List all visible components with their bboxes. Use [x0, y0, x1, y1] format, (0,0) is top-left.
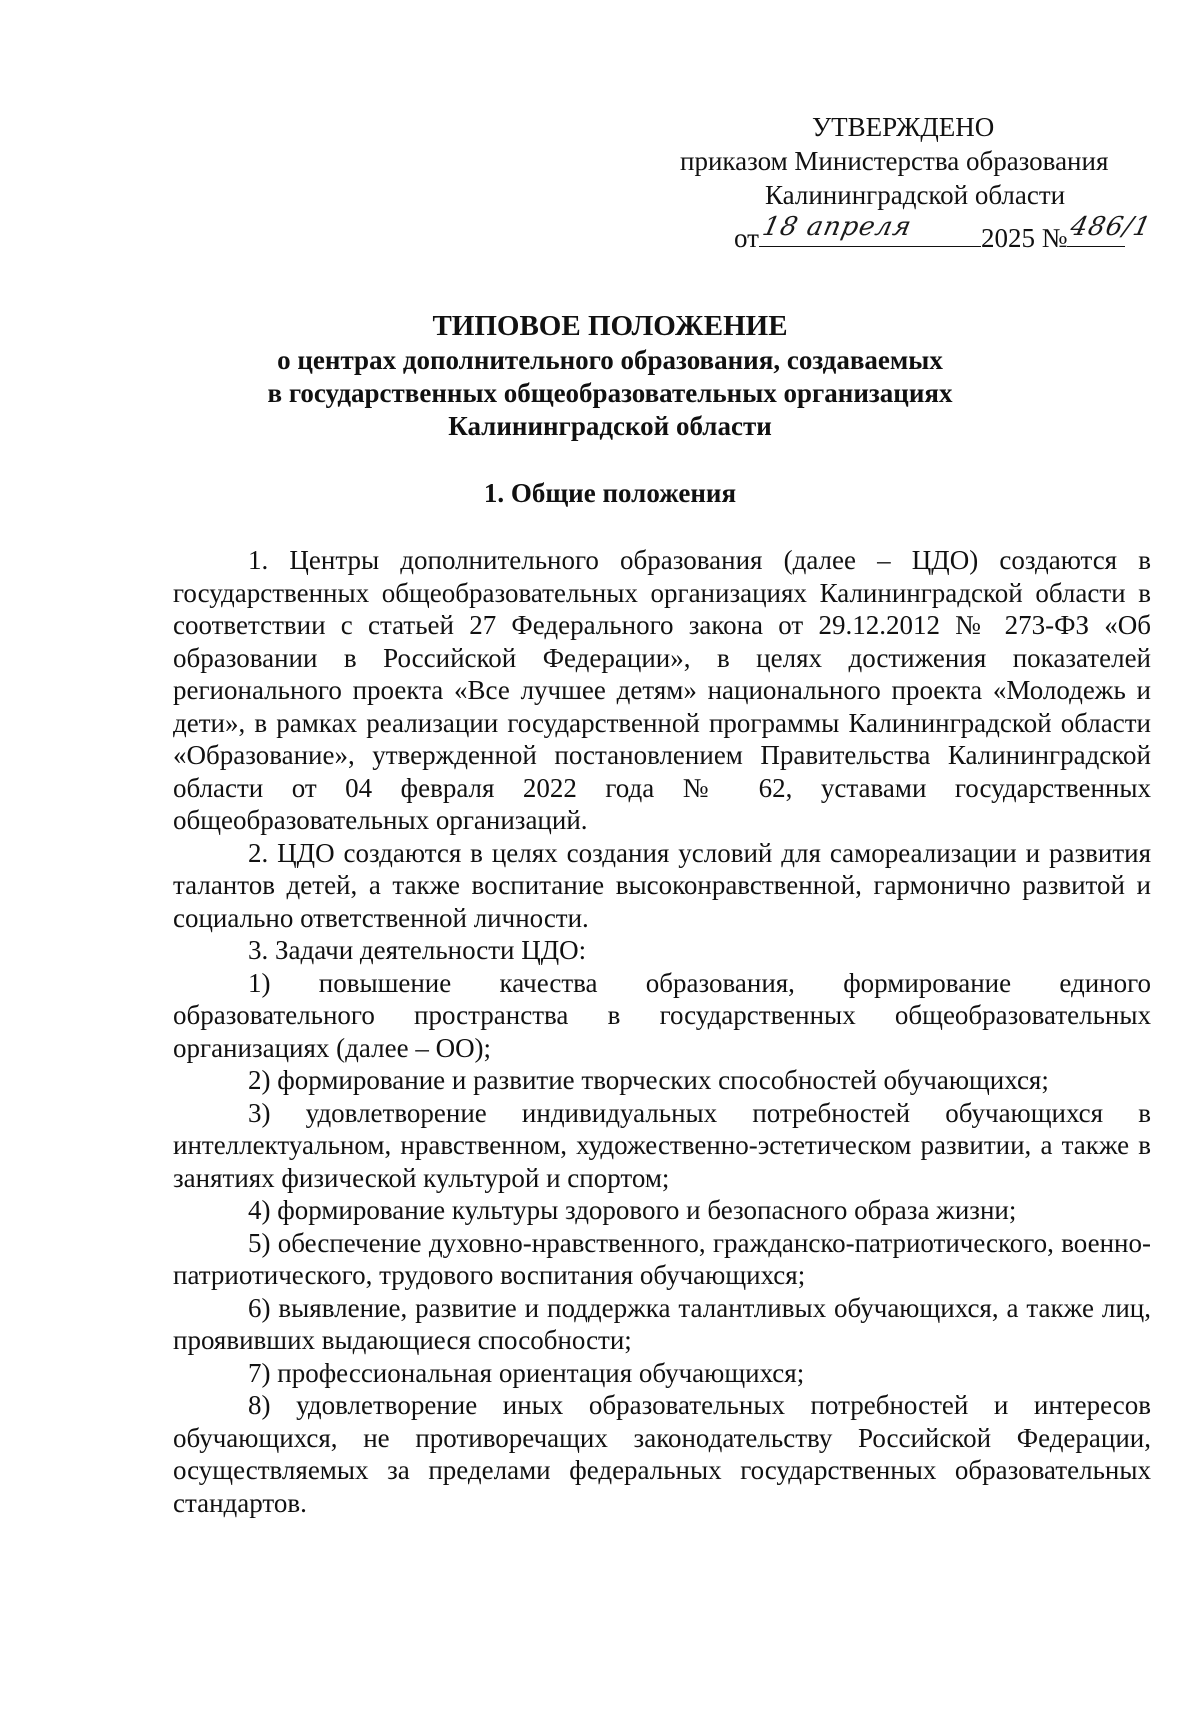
paragraph: 2. ЦДО создаются в целях создания условий для самореализации и развития талантов детей, а также воспитание высоконравственной, гармонично развитой и социально ответственной личности. [173, 837, 1151, 933]
approval-stamp: УТВЕРЖДЕНО [812, 112, 995, 142]
paragraph: 1. Центры дополнительного образования (далее – ЦДО) создаются в государственных общеобразовательных организациях Калининградской области в соответствии с статьей 27 Федерального закона от 29.12.2012 № 273-ФЗ «Об образовании в Российской Федерации», в целях достижения показателей регионального проекта «Все лучшее детям» национального проекта «Молодежь и дети», в рамках реализации государственной программы Калининградской области «Образование», утвержденной постановлением Правительства Калининградской области от 04 февраля 2022 года № 62, уставами государственных общеобразовательных организаций. [173, 545, 1151, 835]
paragraph: 3. Задачи деятельности ЦДО: [248, 935, 587, 965]
list-item: 1) повышение качества образования, формирование единого образовательного пространства в государственных общеобразовательных организациях (далее – ОО); [173, 967, 1151, 1063]
list-item: 3) удовлетворение индивидуальных потребностей обучающихся в интеллектуальном, нравственном, художественно-эстетическом развитии, а также в занятиях физической культурой и спортом; [173, 1097, 1151, 1193]
title-sub-3: Калининградской области [448, 411, 772, 441]
handwritten-number: 486/1 [1068, 212, 1155, 242]
number-blank [1067, 212, 1155, 247]
date-blank [759, 212, 981, 247]
approval-by-line: приказом Министерства образования [680, 146, 1109, 176]
year-label: 2025 № [980, 223, 1068, 253]
approval-region-line: Калининградской области [765, 180, 1066, 210]
approval-date-line [680, 212, 1155, 255]
list-item: 4) формирование культуры здорового и безопасного образа жизни; [248, 1195, 1017, 1225]
approval-block [680, 110, 1155, 255]
list-item: 5) обеспечение духовно-нравственного, гражданско-патриотического, военно-патриотического, трудового воспитания обучающихся; [173, 1227, 1151, 1290]
list-item: 6) выявление, развитие и поддержка талантливых обучающихся, а также лиц, проявивших выдающиеся способности; [173, 1292, 1151, 1355]
date-prefix: от [734, 223, 759, 253]
list-item: 2) формирование и развитие творческих способностей обучающихся; [248, 1065, 1049, 1095]
title-main: ТИПОВОЕ ПОЛОЖЕНИЕ [432, 310, 788, 342]
title-sub-2: в государственных общеобразовательных организациях [267, 378, 953, 408]
title-sub-1: о центрах дополнительного образования, создаваемых [277, 345, 943, 375]
section-title: 1. Общие положения [483, 478, 737, 508]
handwritten-date: 18 апреля [759, 212, 915, 242]
list-item: 8) удовлетворение иных образовательных потребностей и интересов обучающихся, не противоречащих законодательству Российской Федерации, осуществляемых за пределами федеральных государственных образовательных стандартов. [173, 1390, 1151, 1518]
document-title [160, 308, 1060, 443]
document-body [173, 544, 1151, 1519]
list-item: 7) профессиональная ориентация обучающихся; [248, 1357, 805, 1388]
